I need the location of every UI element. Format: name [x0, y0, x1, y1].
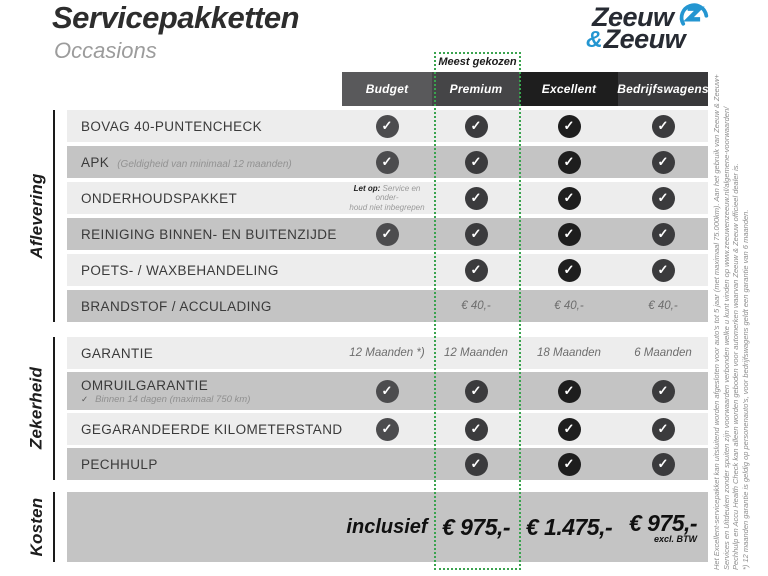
cell-value: € 40,-	[554, 300, 584, 312]
price-bedrijfswagens-block	[629, 510, 697, 544]
check-icon: ✓	[558, 151, 581, 174]
check-icon: ✓	[465, 151, 488, 174]
column-header-bedrijfswagens: Bedrijfswagens	[618, 72, 708, 106]
fine-print-line: Pechhulp en Accu Health Check kan alleen worden geboden voor automerken waarvan Zeeuw & Zeeuw officieel dealer is.	[731, 163, 741, 570]
column-header-budget: Budget	[342, 72, 432, 106]
row-label: GEGARANDEERDE KILOMETERSTAND	[81, 421, 343, 437]
row-subnote: ✓ Binnen 14 dagen (maximaal 750 km)	[81, 393, 251, 405]
cell-value: 6 Maanden	[634, 347, 692, 359]
table-row-apk	[67, 146, 708, 178]
check-icon: ✓	[376, 151, 399, 174]
fine-print-line: *) 12 maanden garantie is geldig op personenauto's, voor bedrijfswagens geldt een garantie van 6 maanden.	[740, 209, 750, 570]
row-label: REINIGING BINNEN- EN BUITENZIJDE	[81, 226, 337, 242]
check-icon: ✓	[558, 259, 581, 282]
table-row-garantie	[67, 337, 708, 369]
check-icon: ✓	[558, 453, 581, 476]
small-check-icon: ✓	[81, 393, 89, 404]
table-row-onderhoudspakket	[67, 182, 708, 214]
check-icon: ✓	[465, 418, 488, 441]
check-icon: ✓	[465, 187, 488, 210]
table-row-kosten	[67, 492, 708, 562]
row-label: APK	[81, 154, 110, 170]
check-icon: ✓	[652, 223, 675, 246]
row-label: BRANDSTOF / ACCULADING	[81, 298, 272, 314]
table-row-omruilgarantie	[67, 372, 708, 410]
row-label: GARANTIE	[81, 345, 154, 361]
check-icon: ✓	[376, 223, 399, 246]
fine-print-line: Services en Uitdeuken zonder spuiten zijn voorwaarden verbonden welke u kunt vinden op www.zeeuwenzeeuw.nl/algemene-voorwaarden/	[721, 106, 731, 570]
check-icon: ✓	[652, 151, 675, 174]
check-icon: ✓	[465, 115, 488, 138]
brand-logo	[586, 2, 710, 54]
check-icon: ✓	[558, 115, 581, 138]
check-icon: ✓	[558, 380, 581, 403]
check-icon: ✓	[558, 418, 581, 441]
column-header-excellent: Excellent	[520, 72, 618, 106]
check-icon: ✓	[652, 380, 675, 403]
price-budget: inclusief	[346, 515, 428, 538]
section-line-aflevering	[53, 110, 55, 322]
section-label-zekerheid: Zekerheid	[26, 366, 46, 450]
section-zekerheid	[67, 337, 708, 483]
table-row-brandstof	[67, 290, 708, 322]
row-label: BOVAG 40-PUNTENCHECK	[81, 118, 263, 134]
table-row-bovag	[67, 110, 708, 142]
check-icon: ✓	[465, 453, 488, 476]
section-line-zekerheid	[53, 337, 55, 480]
table-row-pechhulp	[67, 448, 708, 480]
check-icon: ✓	[652, 259, 675, 282]
row-label: PECHHULP	[81, 456, 158, 472]
meest-gekozen-badge: Meest gekozen	[438, 56, 517, 68]
check-icon: ✓	[376, 418, 399, 441]
check-icon: ✓	[558, 187, 581, 210]
table-row-kilometerstand	[67, 413, 708, 445]
check-icon: ✓	[465, 223, 488, 246]
section-label-kosten: Kosten	[27, 497, 46, 557]
budget-note: Let op: Service en onder- houd niet inbegrepen	[349, 183, 425, 212]
table-row-reiniging	[67, 218, 708, 250]
section-label-aflevering: Aflevering	[27, 173, 46, 259]
cell-value: € 40,-	[648, 300, 678, 312]
column-header-premium: Premium	[432, 72, 520, 106]
logo-word-2: Zeeuw	[603, 24, 686, 54]
page-subtitle: Occasions	[54, 38, 157, 63]
row-note: (Geldigheid van minimaal 12 maanden)	[117, 158, 292, 170]
check-icon: ✓	[465, 259, 488, 282]
check-icon: ✓	[465, 380, 488, 403]
price-excellent: € 1.475,-	[525, 513, 613, 540]
logo-ampersand: &	[586, 26, 603, 52]
fine-print-line: Het Excellent-servicepakket kan uitsluitend worden afgesloten voor auto's tot 5 jaar (met maximaal 75.000km). Aan het gebruik van Zeeuw & Zeeuw+	[712, 74, 721, 570]
cell-value: 12 Maanden *)	[349, 347, 425, 359]
section-line-kosten	[53, 492, 55, 562]
row-label: OMRUILGARANTIE	[81, 377, 209, 393]
logo-word-1: Zeeuw	[592, 2, 674, 32]
check-icon: ✓	[652, 453, 675, 476]
row-label: ONDERHOUDSPAKKET	[81, 190, 238, 206]
check-icon: ✓	[652, 187, 675, 210]
table-row-poets	[67, 254, 708, 286]
cell-value: 18 Maanden	[537, 347, 601, 359]
cell-value: 12 Maanden	[444, 347, 508, 359]
fine-print	[712, 72, 750, 570]
check-icon: ✓	[558, 223, 581, 246]
check-icon: ✓	[652, 418, 675, 441]
price-premium: € 975,-	[441, 513, 511, 540]
check-icon: ✓	[652, 115, 675, 138]
section-aflevering	[67, 110, 708, 326]
page-title: Servicepakketten	[52, 0, 300, 35]
cell-value: € 40,-	[461, 300, 491, 312]
price-bedrijfswagens-sub: excl. BTW	[654, 534, 698, 544]
row-label: POETS- / WAXBEHANDELING	[81, 262, 279, 278]
check-icon: ✓	[376, 380, 399, 403]
price-bedrijfswagens: € 975,-	[628, 510, 698, 536]
check-icon: ✓	[376, 115, 399, 138]
